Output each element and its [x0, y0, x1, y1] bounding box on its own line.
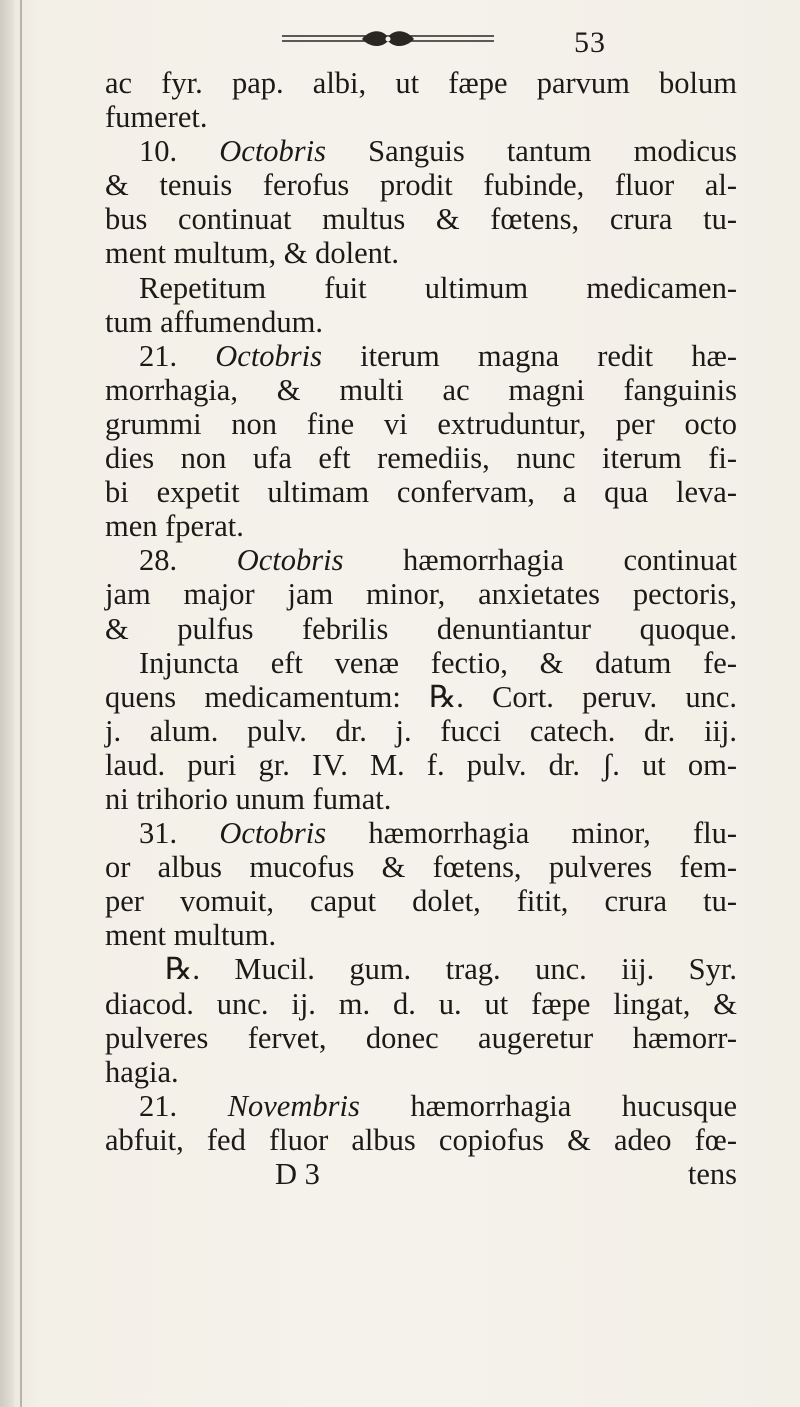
line-text: hæmorrhagia minor, flu-	[326, 816, 738, 851]
entry-month: Octobris	[219, 816, 327, 851]
entry-month: Novembris	[227, 1088, 360, 1123]
line-text: dies non ufa eft remediis, nunc iterum fi-	[105, 441, 737, 476]
line-text: ment multum, & dolent.	[105, 236, 399, 271]
line-text: iterum magna redit hæ-	[322, 338, 738, 373]
text-line	[105, 373, 737, 407]
line-text: Sanguis tantum modicus	[326, 134, 737, 169]
line-text: laud. puri gr. IV. M. f. pulv. dr. ʃ. ut om-	[105, 747, 737, 782]
line-text: bi expetit ultimam confervam, a qua leva-	[105, 475, 737, 510]
text-line	[105, 987, 737, 1021]
line-text: per vomuit, caput dolet, fitit, crura tu-	[105, 884, 737, 919]
line-text: or albus mucofus & fœtens, pulveres fem-	[105, 850, 737, 885]
catchword: tens	[687, 1157, 737, 1191]
text-line	[105, 1021, 737, 1055]
line-text: j. alum. pulv. dr. j. fucci catech. dr. iij.	[105, 713, 737, 748]
text-line	[105, 441, 737, 475]
entry-date-number: 28.	[139, 543, 178, 578]
line-text: hæmorrhagia continuat	[343, 543, 737, 578]
entry-month: Octobris	[215, 338, 322, 373]
line-text: men fperat.	[105, 509, 244, 544]
line-text: morrhagia, & multi ac magni fanguinis	[105, 372, 737, 407]
page-footer	[105, 1157, 737, 1191]
page-number: 53	[574, 26, 606, 59]
text-line	[105, 168, 737, 202]
line-text: Repetitum fuit ultimum medicamen-	[139, 270, 737, 305]
signature-mark: D 3	[275, 1157, 320, 1191]
text-line	[105, 612, 737, 646]
text-line	[105, 543, 737, 577]
text-line	[105, 577, 737, 611]
entry-date-number: 21.	[139, 338, 178, 373]
line-text: bus continuat multus & fœtens, crura tu-	[105, 202, 737, 237]
text-line	[105, 884, 737, 918]
line-text: diacod. unc. ij. m. d. u. ut fæpe lingat, &	[105, 986, 737, 1021]
text-line	[105, 509, 737, 543]
entry-date-number: 21.	[139, 1088, 178, 1123]
line-text: & tenuis ferofus prodit fubinde, fluor al-	[105, 168, 737, 203]
text-line	[105, 782, 737, 816]
text-line	[105, 202, 737, 236]
text-line	[105, 271, 737, 305]
text-line	[105, 646, 737, 680]
text-line	[105, 1055, 737, 1089]
line-text: abfuit, fed fluor albus copiofus & adeo fœ-	[105, 1122, 737, 1157]
binding-line	[20, 0, 22, 1407]
line-text: hagia.	[105, 1054, 179, 1089]
entry-month: Octobris	[219, 134, 326, 169]
text-line	[105, 918, 737, 952]
text-line	[105, 407, 737, 441]
line-text: fumeret.	[105, 100, 208, 135]
text-line	[105, 236, 737, 270]
entry-date-number: 31.	[139, 816, 178, 851]
text-line	[105, 339, 737, 373]
body-text	[105, 66, 737, 1191]
header-ornament	[278, 28, 498, 50]
line-text: ℞. Mucil. gum. trag. unc. iij. Syr.	[165, 952, 737, 987]
line-text: jam major jam minor, anxietates pectoris,	[105, 577, 737, 612]
text-line	[105, 1089, 737, 1123]
line-text: ac fyr. pap. albi, ut fæpe parvum bolum	[105, 66, 737, 100]
line-text: pulveres fervet, donec augeretur hæmorr-	[105, 1020, 737, 1055]
binding-edge	[0, 0, 14, 1407]
text-line	[105, 1123, 737, 1157]
text-line	[105, 305, 737, 339]
line-text: Injuncta eft venæ fectio, & datum fe-	[139, 645, 737, 680]
line-text: ni trihorio unum fumat.	[105, 781, 392, 816]
line-text: hæmorrhagia hucusque	[359, 1088, 738, 1123]
line-text: quens medicamentum: ℞. Cort. peruv. unc.	[105, 679, 737, 714]
text-line	[105, 952, 737, 986]
text-line	[105, 134, 737, 168]
text-line	[105, 475, 737, 509]
text-line	[105, 748, 737, 782]
line-text: & pulfus febrilis denuntiantur quoque.	[105, 611, 737, 646]
line-text: ment multum.	[105, 918, 277, 953]
line-text: grummi non fine vi extruduntur, per octo	[105, 406, 737, 441]
text-line	[105, 66, 737, 100]
text-line	[105, 816, 737, 850]
entry-date-number: 10.	[139, 134, 178, 169]
text-line	[105, 714, 737, 748]
text-line	[105, 680, 737, 714]
text-line	[105, 100, 737, 134]
text-line	[105, 850, 737, 884]
entry-month: Octobris	[236, 543, 344, 578]
line-text: tum affumendum.	[105, 304, 323, 339]
